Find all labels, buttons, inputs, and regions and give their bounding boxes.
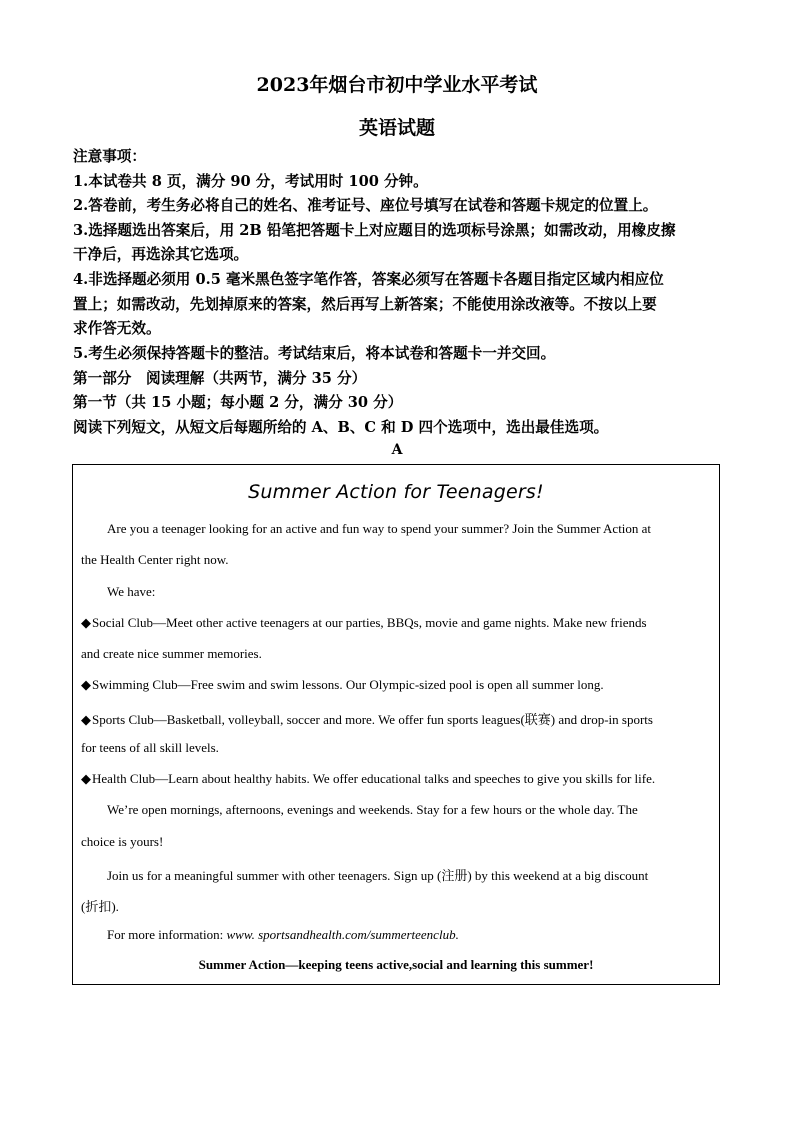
- reading-instruction: 阅读下列短文，从短文后每题所给的 A、B、C 和 D 四个选项中，选出最佳选项。: [73, 419, 609, 436]
- diamond-bullet-icon: ◆: [81, 677, 91, 692]
- ad-slogan: Summer Action—keeping teens active,social and learning this summer!: [198, 957, 594, 972]
- notes-heading: 注意事项：: [73, 148, 146, 165]
- social-club-line-2: and create nice summer memories.: [81, 646, 262, 661]
- join-line-1: Join us for a meaningful summer with other teenagers. Sign up (注册) by this weekend at a big discount: [107, 868, 649, 883]
- passage-label: A: [391, 442, 403, 458]
- social-club-text: Social Club—Meet other active teenagers at our parties, BBQs, movie and game nights. Make new friends: [92, 615, 647, 630]
- diamond-bullet-icon: ◆: [81, 771, 91, 786]
- join-line-2: (折扣).: [81, 899, 119, 914]
- swimming-club-item: [81, 677, 713, 693]
- sports-club-item: [81, 709, 713, 728]
- advertisement-box: [72, 464, 720, 985]
- note-item-5: 5.考生必须保持答题卡的整洁。考试结束后，将本试卷和答题卡一并交回。: [73, 345, 556, 362]
- note-item-3-line-1: 3.选择题选出答案后，用 2B 铅笔把答题卡上对应题目的选项标号涂黑；如需改动，用橡皮擦: [73, 222, 676, 239]
- section-part-heading: 第一部分 阅读理解（共两节，满分 35 分）: [73, 370, 367, 387]
- social-club-item: [81, 615, 713, 631]
- diamond-bullet-icon: ◆: [81, 712, 91, 727]
- more-info-label: For more information:: [107, 927, 227, 942]
- page-title: 2023年烟台市初中学业水平考试: [256, 74, 538, 96]
- swimming-club-text: Swimming Club—Free swim and swim lessons. Our Olympic-sized pool is open all summer long.: [92, 677, 604, 692]
- note-item-1: 1.本试卷共 8 页，满分 90 分，考试用时 100 分钟。: [73, 173, 428, 190]
- more-info-url[interactable]: www. sportsandhealth.com/summerteenclub.: [226, 927, 459, 942]
- note-item-4-line-3: 求作答无效。: [73, 320, 161, 337]
- health-club-text: Health Club—Learn about healthy habits. We offer educational talks and speeches to give you skills for life.: [92, 771, 656, 786]
- hours-line-2: choice is yours!: [81, 834, 164, 849]
- hours-line-1: We’re open mornings, afternoons, evenings and weekends. Stay for a few hours or the whole day. The: [107, 802, 638, 817]
- note-item-4-line-1: 4.非选择题必须用 0.5 毫米黑色签字笔作答，答案必须写在答题卡各题目指定区域内相应位: [73, 271, 664, 288]
- ad-we-have: We have:: [107, 584, 156, 599]
- health-club-item: [81, 771, 713, 787]
- sports-club-line-2: for teens of all skill levels.: [81, 740, 219, 755]
- more-info-line: [107, 927, 713, 943]
- ad-intro-line-2: the Health Center right now.: [81, 552, 229, 567]
- diamond-bullet-icon: ◆: [81, 615, 91, 630]
- subject-title: 英语试题: [358, 117, 435, 139]
- subsection-heading: 第一节（共 15 小题；每小题 2 分，满分 30 分）: [73, 394, 403, 411]
- note-item-3-line-2: 干净后，再选涂其它选项。: [73, 246, 249, 263]
- note-item-4-line-2: 置上；如需改动，先划掉原来的答案，然后再写上新答案；不能使用涂改液等。不按以上要: [73, 296, 657, 313]
- sports-club-text: Sports Club—Basketball, volleyball, soccer and more. We offer fun sports leagues(联赛) and drop-in sports: [92, 712, 653, 727]
- ad-intro-line-1: Are you a teenager looking for an active and fun way to spend your summer? Join the Summer Action at: [107, 521, 652, 536]
- ad-title: Summer Action for Teenagers!: [248, 481, 544, 503]
- note-item-2: 2.答卷前，考生务必将自己的姓名、准考证号、座位号填写在试卷和答题卡规定的位置上。: [73, 197, 658, 214]
